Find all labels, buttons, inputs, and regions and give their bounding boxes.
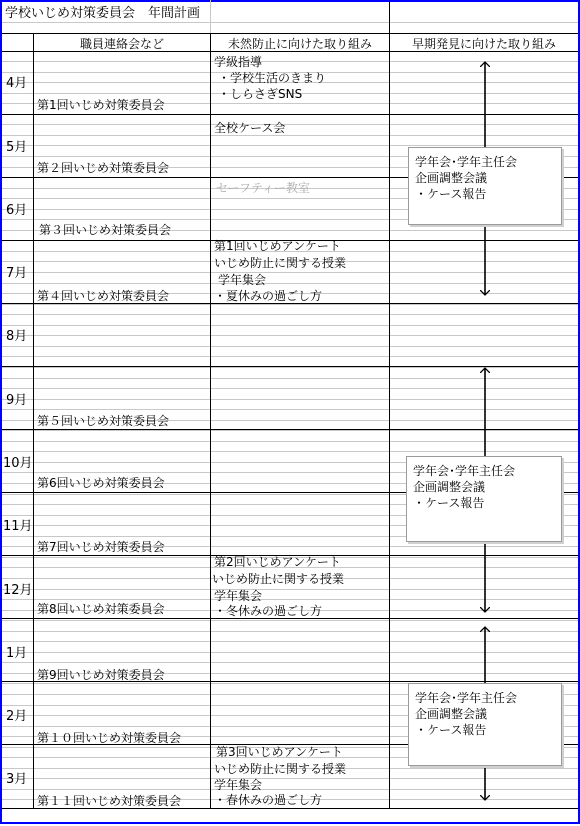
month-october: 10月 (3, 456, 33, 471)
header-prevention: 未然防止に向けた取り組み (227, 37, 372, 51)
meeting-1: 第1回いじめ対策委員会 (37, 98, 165, 112)
meeting-2: 第２回いじめ対策委員会 (37, 161, 170, 175)
prevention-jul-2: いじめ防止に関する授業 (214, 256, 347, 270)
meeting-3: 第３回いじめ対策委員会 (39, 223, 172, 237)
early-detection-box-1 (408, 147, 562, 225)
page-title: 学校いじめ対策委員会 年間計画 (5, 6, 201, 21)
prevention-apr-2: ・学校生活のきまり (218, 71, 327, 85)
month-june: 6月 (6, 203, 28, 218)
prevention-jul-4: ・夏休みの過ごし方 (214, 289, 323, 303)
month-january: 1月 (6, 646, 28, 661)
header-staff: 職員連絡会など (79, 37, 164, 51)
meeting-9: 第9回いじめ対策委員会 (37, 668, 165, 682)
month-february: 2月 (6, 709, 28, 724)
meeting-6: 第6回いじめ対策委員会 (37, 476, 165, 490)
box3-line1: 学年会･学年主任会 (415, 691, 518, 705)
month-july: 7月 (6, 266, 28, 281)
month-may: 5月 (6, 140, 28, 155)
meeting-4: 第４回いじめ対策委員会 (37, 289, 170, 303)
box1-line3: ・ケース報告 (415, 187, 487, 201)
box1-line2: 企画調整会議 (415, 171, 488, 185)
early-detection-box-2 (406, 456, 562, 542)
prevention-apr-3: ・しらさぎSNS (218, 87, 303, 101)
month-august: 8月 (6, 329, 28, 344)
month-december: 12月 (3, 583, 33, 598)
box2-line1: 学年会･学年主任会 (413, 464, 516, 478)
prevention-dec-4: ・冬休みの過ごし方 (214, 604, 323, 618)
meeting-10: 第１０回いじめ対策委員会 (37, 731, 182, 745)
meeting-5: 第５回いじめ対策委員会 (37, 414, 170, 428)
meeting-8: 第8回いじめ対策委員会 (37, 602, 165, 616)
box1-line1: 学年会･学年主任会 (415, 155, 518, 169)
prevention-mar-4: ・春休みの過ごし方 (214, 793, 323, 807)
box3-line3: ・ケース報告 (415, 723, 487, 737)
prevention-mar-2: いじめ防止に関する授業 (214, 762, 347, 776)
prevention-may-1: 全校ケース会 (214, 121, 286, 135)
prevention-apr-1: 学級指導 (214, 55, 263, 69)
prevention-dec-3: 学年集会 (214, 589, 263, 603)
prevention-mar-1: 第3回いじめアンケート (216, 745, 343, 759)
month-september: 9月 (6, 393, 28, 408)
prevention-dec-2: いじめ防止に関する授業 (212, 572, 345, 586)
early-detection-box-3 (408, 683, 562, 766)
box2-line3: ・ケース報告 (413, 496, 485, 510)
box2-line2: 企画調整会議 (413, 480, 486, 494)
month-november: 11月 (3, 519, 33, 534)
prevention-jul-3: 学年集会 (218, 273, 267, 287)
prevention-mar-3: 学年集会 (214, 778, 263, 792)
meeting-7: 第7回いじめ対策委員会 (37, 540, 165, 554)
box3-line2: 企画調整会議 (415, 707, 488, 721)
prevention-jul-1: 第1回いじめアンケート (214, 239, 341, 253)
prevention-dec-1: 第2回いじめアンケート (214, 555, 341, 569)
month-march: 3月 (6, 772, 28, 787)
header-early-detection: 早期発見に向けた取り組み (411, 37, 556, 51)
prevention-jun-1: セーフティー教室 (216, 181, 310, 195)
month-april: 4月 (6, 76, 28, 91)
meeting-11: 第１１回いじめ対策委員会 (37, 794, 182, 808)
